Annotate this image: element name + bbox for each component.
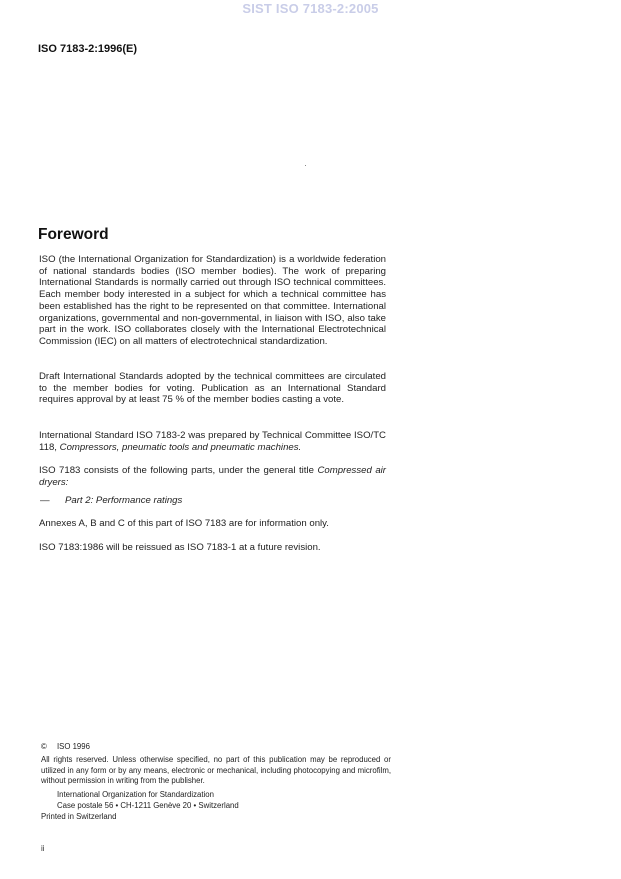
copyright-icon: ©	[41, 742, 47, 751]
foreword-paragraph-1	[39, 254, 386, 348]
page-title: Foreword	[38, 226, 109, 243]
page-number: ii	[41, 844, 45, 853]
paragraph-text: ISO (the International Organization for Standardization) is a worldwide federation of national standards bodies (ISO member bodies). The work of preparing International Standards is normally carried out through ISO technical committees. Each member body interested in a subject for which a technical committee has been established has the right to be represented on that committee. International organizations, governmental and non-governmental, in liaison with ISO, also take part in the work. ISO collaborates closely with the International Electrotechnical Commission (IEC) on all matters of electrotechnical standardization.	[39, 254, 386, 347]
committee-title: Compressors, pneumatic tools and pneumatic machines.	[59, 441, 302, 453]
watermark: SIST ISO 7183-2:2005	[242, 1, 379, 16]
annexes-note	[39, 518, 386, 530]
rights-statement: All rights reserved. Unless otherwise specified, no part of this publication may be reproduced or utilized in any form or by any means, electronic or mechanical, including photocopying and microfilm, without permission in writing from the publisher.	[41, 755, 391, 786]
org-name: International Organization for Standardization	[57, 790, 214, 799]
copyright-line	[41, 742, 391, 753]
document-id-header: ISO 7183-2:1996(E)	[38, 43, 138, 55]
printed-in: Printed in Switzerland	[41, 812, 117, 821]
copyright-text: ISO 1996	[57, 742, 90, 751]
part-label: Part 2: Performance ratings	[65, 495, 183, 506]
reissue-note	[39, 542, 386, 554]
parts-intro-text: ISO 7183 consists of the following parts, under the general title	[39, 465, 318, 476]
dash-bullet: —	[40, 495, 50, 506]
scan-artifact-dot	[305, 165, 306, 166]
prepared-by-text: International Standard ISO 7183-2 was prepared by Technical Committee ISO/TC 118,	[39, 430, 386, 453]
paragraph-text: Annexes A, B and C of this part of ISO 7183 are for information only.	[39, 518, 329, 529]
publisher-address	[57, 790, 407, 811]
general-title: Compressed air dryers:	[39, 465, 386, 488]
paragraph-text: ISO 7183:1986 will be reissued as ISO 7183-1 at a future revision.	[39, 542, 321, 553]
parts-list	[40, 495, 387, 507]
foreword-paragraph-2	[39, 371, 386, 406]
paragraph-text: Draft International Standards adopted by the technical committees are circulated to the member bodies for voting. Publication as an International Standard requires approval by at least 75 % of the member bodies casting a vote.	[39, 371, 386, 406]
parts-intro-paragraph	[39, 465, 386, 488]
prepared-by-paragraph	[39, 430, 386, 453]
list-item	[40, 495, 387, 507]
org-address: Case postale 56 • CH-1211 Genève 20 • Switzerland	[57, 800, 239, 810]
